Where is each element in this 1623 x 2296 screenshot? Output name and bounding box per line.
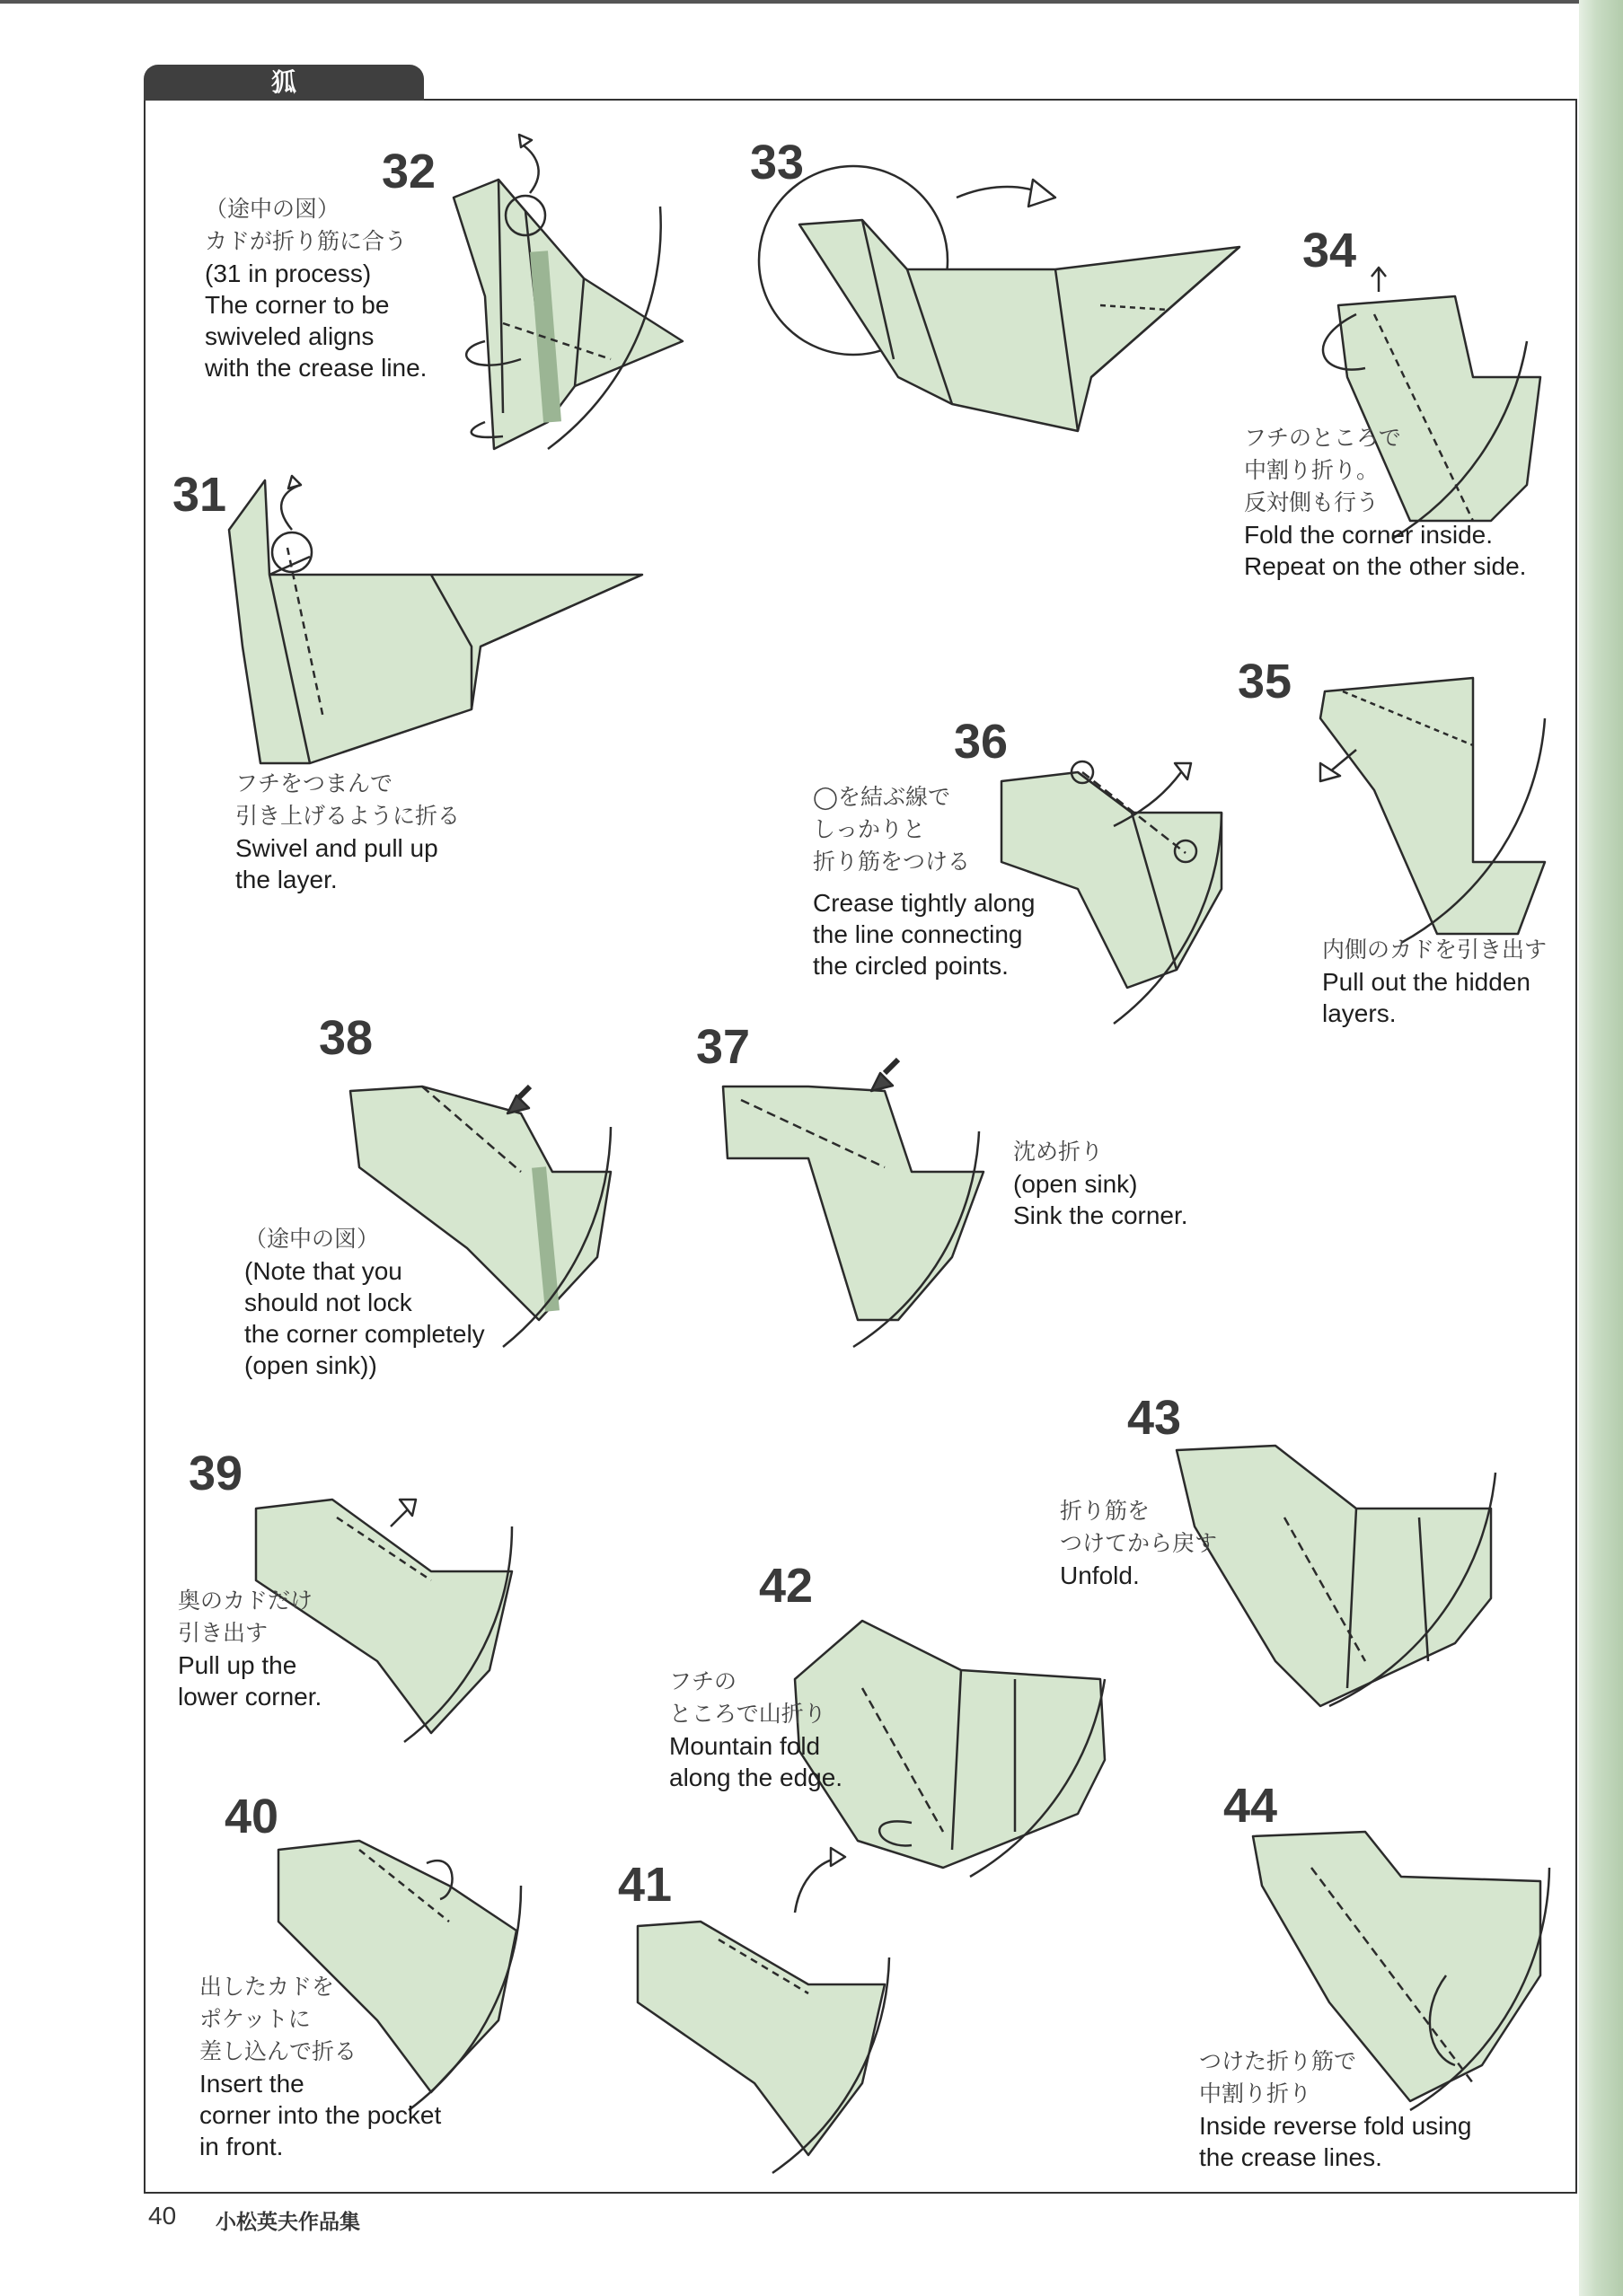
- step-38-caption: [244, 1223, 485, 1381]
- step-32-jp-1: （途中の図）: [205, 197, 340, 222]
- step-37-en-1: (open sink): [1013, 1170, 1138, 1198]
- step-number-36: 36: [954, 715, 1009, 769]
- step-31-diagram: [229, 476, 642, 763]
- step-40-jp-2: ポケットに: [199, 2007, 311, 2032]
- step-44-jp-1: つけた折り筋で: [1199, 2049, 1357, 2074]
- step-42-en-2: along the edge.: [669, 1764, 843, 1791]
- step-number-35: 35: [1238, 655, 1292, 708]
- step-42-en-1: Mountain fold: [669, 1732, 821, 1760]
- step-39-jp-1: 奥のカドだけ: [178, 1588, 313, 1614]
- step-43-caption: [1060, 1495, 1217, 1591]
- step-number-31: 31: [172, 468, 227, 522]
- step-36-en-3: the circled points.: [813, 952, 1009, 980]
- step-36-en-2: the line connecting: [813, 920, 1023, 948]
- step-37-jp-1: 沈め折り: [1013, 1139, 1104, 1165]
- step-43-jp-2: つけてから戻す: [1060, 1531, 1218, 1556]
- step-39-en-1: Pull up the: [178, 1651, 297, 1679]
- step-number-42: 42: [759, 1559, 814, 1613]
- step-44-en-1: Inside reverse fold using: [1199, 2112, 1472, 2140]
- step-32-jp-2: カドが折り筋に合う: [205, 229, 408, 254]
- step-number-43: 43: [1127, 1391, 1182, 1445]
- step-40-jp-1: 出したカドを: [199, 1975, 335, 2000]
- step-31-en-1: Swivel and pull up: [235, 834, 438, 862]
- step-40-jp-3: 差し込んで折る: [199, 2039, 357, 2064]
- step-number-37: 37: [696, 1020, 751, 1074]
- step-31-en-2: the layer.: [235, 866, 338, 893]
- step-35-caption: [1322, 934, 1547, 1029]
- step-36-jp-3: 折り筋をつける: [813, 849, 971, 875]
- step-40-en-1: Insert the: [199, 2070, 304, 2098]
- step-34-jp-2: 中割り折り。: [1244, 458, 1380, 483]
- step-number-39: 39: [189, 1447, 243, 1500]
- step-35-diagram: [1320, 678, 1545, 943]
- step-38-en-2: should not lock: [244, 1289, 412, 1316]
- book-title: 小松英夫作品集: [216, 2210, 360, 2233]
- step-31-jp-2: 引き上げるように折る: [235, 804, 461, 829]
- step-44-en-2: the crease lines.: [1199, 2143, 1382, 2171]
- step-37-diagram: [723, 1060, 984, 1347]
- step-44-caption: [1199, 2045, 1472, 2173]
- step-40-en-3: in front.: [199, 2133, 284, 2160]
- step-41-diagram: [638, 1848, 889, 2173]
- step-number-40: 40: [225, 1790, 279, 1843]
- step-32-en-1: (31 in process): [205, 260, 372, 287]
- step-34-jp-3: 反対側も行う: [1244, 490, 1380, 515]
- step-36-caption: [813, 781, 1035, 981]
- step-38-jp-1: （途中の図）: [244, 1227, 380, 1252]
- step-35-en-2: layers.: [1322, 999, 1397, 1027]
- step-number-32: 32: [382, 145, 437, 198]
- chapter-title-tab: 狐: [144, 65, 424, 101]
- step-43-diagram: [1177, 1446, 1495, 1706]
- step-32-en-3: swiveled aligns: [205, 322, 375, 350]
- step-32-en-2: The corner to be: [205, 291, 390, 319]
- step-39-jp-2: 引き出す: [178, 1621, 269, 1646]
- step-32-diagram: [454, 135, 683, 449]
- step-number-34: 34: [1302, 224, 1357, 277]
- step-34-en-1: Fold the corner inside.: [1244, 521, 1494, 549]
- step-number-38: 38: [319, 1011, 374, 1065]
- step-40-caption: [199, 1971, 441, 2162]
- step-31-caption: [235, 768, 460, 895]
- step-39-caption: [178, 1585, 322, 1712]
- step-42-caption: [669, 1666, 842, 1793]
- step-40-en-2: corner into the pocket: [199, 2101, 442, 2129]
- step-36-jp-1: ◯を結ぶ線で: [813, 785, 950, 810]
- step-36-en-1: Crease tightly along: [813, 889, 1036, 917]
- step-38-en-4: (open sink)): [244, 1351, 377, 1379]
- step-number-44: 44: [1223, 1779, 1278, 1833]
- step-34-caption: [1244, 422, 1526, 582]
- step-38-en-3: the corner completely: [244, 1320, 485, 1348]
- step-43-en-1: Unfold.: [1060, 1561, 1140, 1589]
- step-36-jp-2: しっかりと: [813, 817, 926, 842]
- step-42-jp-1: フチの: [669, 1669, 737, 1694]
- step-33-diagram: [759, 166, 1239, 431]
- step-31-jp-1: フチをつまんで: [235, 771, 393, 796]
- step-32-caption: [205, 193, 427, 383]
- step-number-33: 33: [750, 136, 805, 189]
- step-34-en-2: Repeat on the other side.: [1244, 552, 1527, 580]
- step-35-en-1: Pull out the hidden: [1322, 968, 1530, 996]
- page-number: 40: [148, 2202, 177, 2230]
- step-39-en-2: lower corner.: [178, 1683, 322, 1711]
- step-43-jp-1: 折り筋を: [1060, 1499, 1151, 1524]
- step-42-jp-2: ところで山折り: [669, 1702, 826, 1727]
- step-37-en-2: Sink the corner.: [1013, 1201, 1188, 1229]
- step-number-41: 41: [618, 1858, 673, 1912]
- step-37-caption: [1013, 1136, 1188, 1231]
- step-38-en-1: (Note that you: [244, 1257, 402, 1285]
- step-32-en-4: with the crease line.: [205, 354, 428, 382]
- step-35-jp-1: 内側のカドを引き出す: [1322, 937, 1548, 963]
- step-44-jp-2: 中割り折り: [1199, 2081, 1312, 2107]
- step-34-jp-1: フチのところで: [1244, 426, 1401, 451]
